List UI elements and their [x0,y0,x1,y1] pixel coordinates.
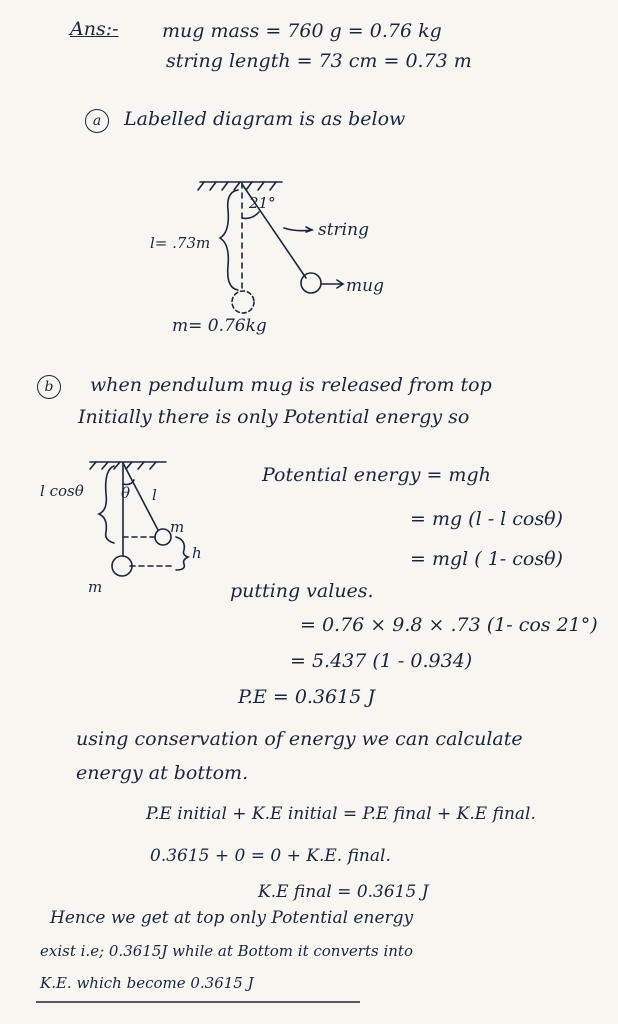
part-b-line2: Initially there is only Potential energy so [78,406,470,428]
pe-equation-2: = mg (l - l cosθ) [410,508,563,530]
conservation-line-1: using conservation of energy we can calculate [76,728,523,750]
mug-label: mug [346,276,384,296]
h-label: h [192,544,202,562]
ke-final: K.E final = 0.3615 J [258,882,429,902]
m-bottom-label: m [88,578,103,596]
angle-label: 21° [249,194,276,212]
pe-equation-4: = 0.76 × 9.8 × .73 (1- cos 21°) [300,614,598,636]
conclusion-line-3: K.E. which become 0.3615 J [40,974,254,992]
m-label: m [170,518,185,536]
pe-result: P.E = 0.3615 J [238,686,375,708]
length-line: string length = 73 cm = 0.73 m [166,50,472,72]
pe-equation-5: = 5.437 (1 - 0.934) [290,650,473,672]
pe-equation-1: Potential energy = mgh [262,464,491,486]
part-b-line1: when pendulum mug is released from top [90,374,492,396]
part-b-marker: b [37,375,61,399]
part-a-marker: a [85,109,109,133]
part-a-heading: Labelled diagram is as below [124,108,406,130]
mass-line: mug mass = 760 g = 0.76 kg [162,20,442,42]
answer-label: Ans:- [70,18,119,40]
l-label: l [152,486,157,504]
mass-label: m= 0.76kg [172,316,267,336]
energy-equation: P.E initial + K.E initial = P.E final + K.E final. [146,804,536,824]
lcos-label: l cosθ [40,482,84,500]
conclusion-line-2: exist i.e; 0.3615J while at Bottom it converts into [40,942,413,960]
theta-label: θ [121,484,131,502]
string-label: string [318,220,369,240]
pe-equation-3: = mgl ( 1- cosθ) [410,548,563,570]
length-label: l= .73m [150,234,211,252]
conservation-line-2: energy at bottom. [76,762,249,784]
putting-values: putting values. [230,580,374,602]
conclusion-line-1: Hence we get at top only Potential energy [50,908,414,928]
values-equation: 0.3615 + 0 = 0 + K.E. final. [150,846,391,866]
